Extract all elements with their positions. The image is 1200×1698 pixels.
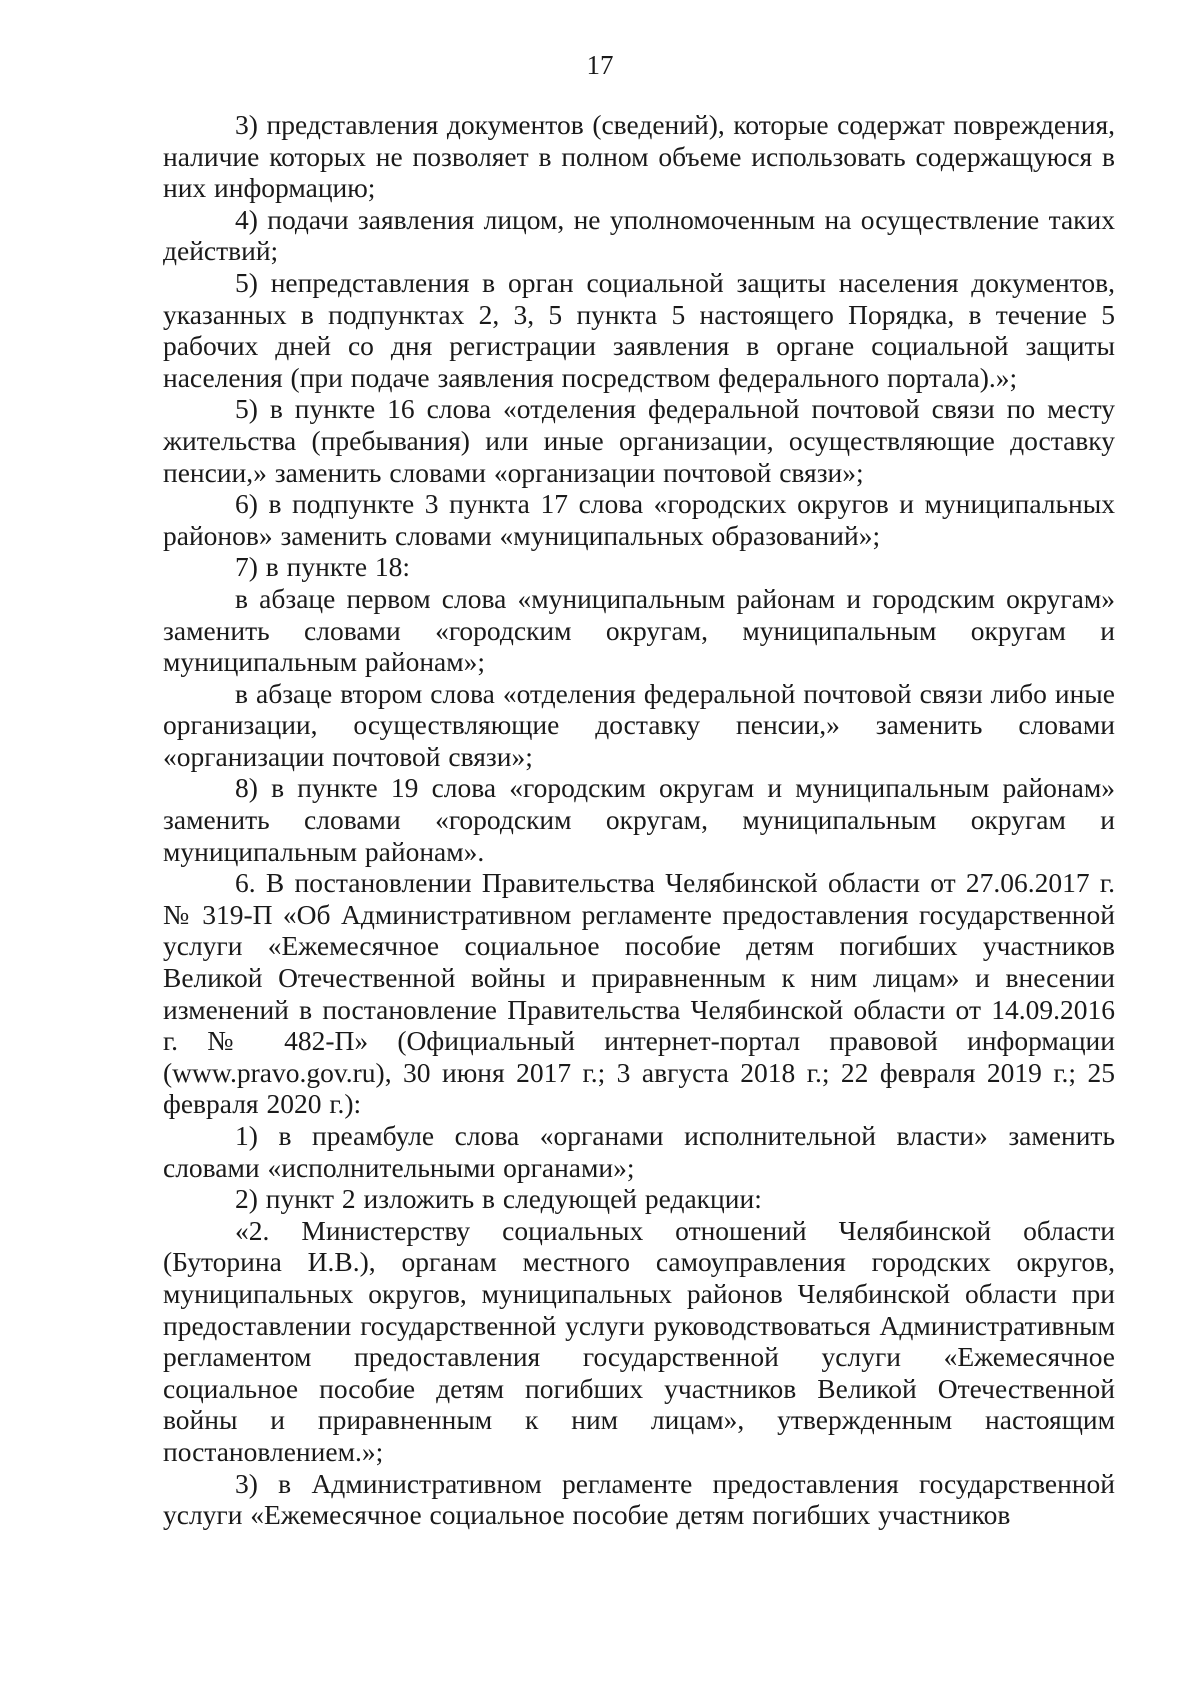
- paragraph-quoted-clause-2: «2. Министерству социальных отношений Челябинской области (Буторина И.В.), органам местного самоуправления городских округов, муниципальных округов, муниципальных районов Челябинской области при предоставлении государственной услуги руководствоваться Административным регламентом предоставления государственной услуги «Ежемесячное социальное пособие детям погибших участников Великой Отечественной войны и приравненным к ним лицам», утвержденным настоящим постановлением.»;: [163, 1214, 1115, 1467]
- page-number: 17: [586, 50, 614, 80]
- paragraph-section-6-item-3: 3) в Административном регламенте предоставления государственной услуги «Ежемесячное социальное пособие детям погибших участников: [163, 1467, 1115, 1531]
- paragraph-section-6-item-1: 1) в преамбуле слова «органами исполнительной власти» заменить словами «исполнительными органами»;: [163, 1120, 1115, 1183]
- paragraph-section-6: 6. В постановлении Правительства Челябинской области от 27.06.2017 г. № 319-П «Об Административном регламенте предоставления государственной услуги «Ежемесячное социальное пособие детям погибших участников Великой Отечественной войны и приравненным к ним лицам» и внесении изменений в постановление Правительства Челябинской области от 14.09.2016 г. № 482-П» (Официальный интернет-портал правовой информации (www.pravo.gov.ru), 30 июня 2017 г.; 3 августа 2018 г.; 22 февраля 2019 г.; 25 февраля 2020 г.):: [163, 867, 1115, 1120]
- paragraph-section-6-item-2: 2) пункт 2 изложить в следующей редакции:: [235, 1183, 762, 1215]
- paragraph-item-3: 3) представления документов (сведений), которые содержат повреждения, наличие которых не позволяет в полном объеме использовать содержащуюся в них информацию;: [163, 109, 1115, 204]
- paragraph-amend-5: 5) в пункте 16 слова «отделения федеральной почтовой связи по месту жительства (пребывания) или иные организации, осуществляющие доставку пенсии,» заменить словами «организации почтовой связи»;: [163, 393, 1115, 488]
- paragraph-amend-7: 7) в пункте 18:: [235, 551, 411, 583]
- paragraph-amend-8: 8) в пункте 19 слова «городским округам и муниципальным районам» заменить словами «городским округам, муниципальным округам и муниципальным районам».: [163, 772, 1115, 867]
- document-body: [163, 109, 1115, 1531]
- paragraph-amend-7-second: в абзаце втором слова «отделения федеральной почтовой связи либо иные организации, осуществляющие доставку пенсии,» заменить словами «организации почтовой связи»;: [163, 677, 1115, 772]
- paragraph-amend-7-first: в абзаце первом слова «муниципальным районам и городским округам» заменить словами «городским округам, муниципальным округам и муниципальным районам»;: [163, 582, 1115, 678]
- paragraph-amend-6: 6) в подпункте 3 пункта 17 слова «городских округов и муниципальных районов» заменить словами «муниципальных образований»;: [163, 488, 1115, 551]
- paragraph-item-5: 5) непредставления в орган социальной защиты населения документов, указанных в подпунктах 2, 3, 5 пункта 5 настоящего Порядка, в течение 5 рабочих дней со дня регистрации заявления в органе социальной защиты населения (при подаче заявления посредством федерального портала).»;: [163, 266, 1115, 393]
- paragraph-item-4: 4) подачи заявления лицом, не уполномоченным на осуществление таких действий;: [163, 203, 1115, 267]
